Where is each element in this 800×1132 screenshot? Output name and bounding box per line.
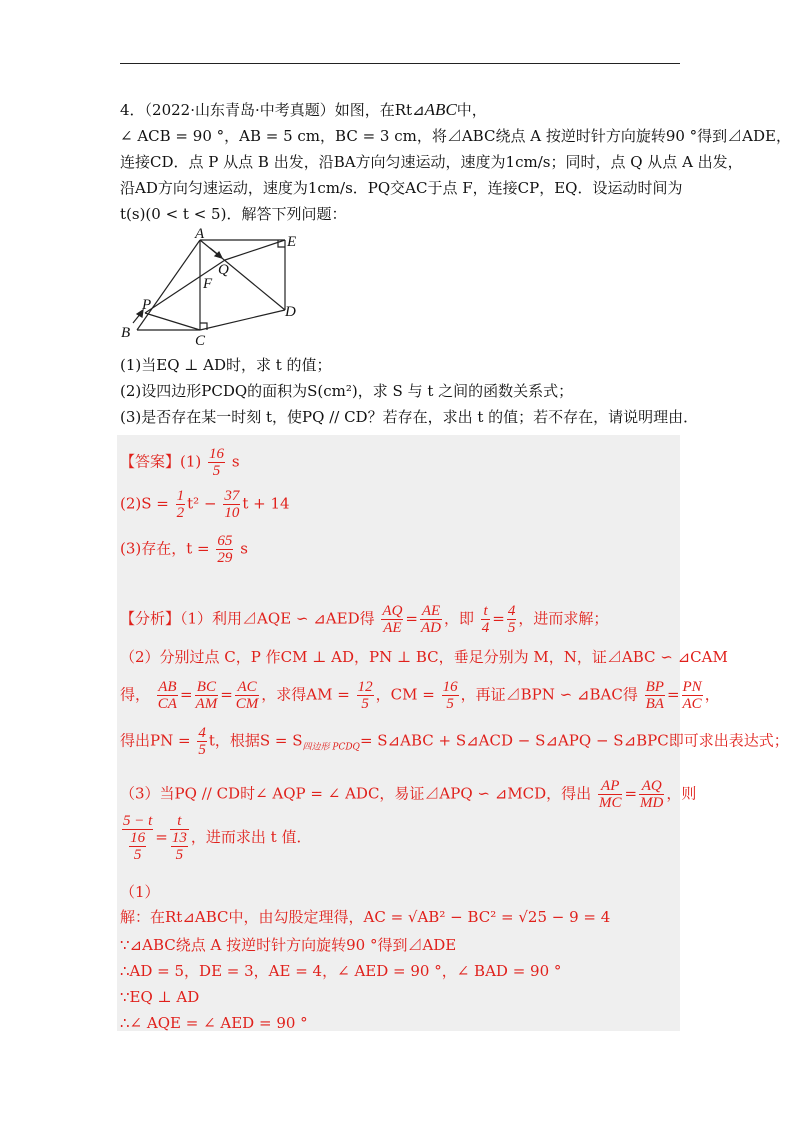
label-Q: Q — [218, 262, 229, 278]
label-B: B — [121, 325, 131, 341]
analysis-2c: 得出PN = $\frac{4}{5}$ t，根据$S = S_{四边形 PCDQ}=$ S⊿ABC + S⊿ACD − S⊿APQ − S⊿BPC即可求出表达式； — [120, 725, 789, 758]
question-line-3: 连接CD．点 P 从点 B 出发，沿BA方向匀速运动，速度为1cm/s；同时，点 Q 从点 A 出发， — [120, 153, 743, 171]
label-E: E — [287, 234, 297, 250]
answer-3: (3)存在，t = $\frac{65}{29}$ s — [120, 533, 248, 566]
answer-2: (2)S = $\frac{1}{2}$ t² − $\frac{37}{10}$ t + 14 — [120, 488, 290, 521]
analysis-3b: $\frac{5 - t}{\frac{16}{5}}$ = $\frac{t}{\frac{13}{5}}$ ，进而求出 t 值． — [123, 813, 312, 863]
part-2: (2)设四边形PCDQ的面积为S(cm²)，求 S 与 t 之间的函数关系式； — [120, 382, 574, 400]
header-rule — [120, 63, 680, 64]
solution-line-2: ∵⊿ABC绕点 A 按逆时针方向旋转90 °得到⊿ADE — [120, 936, 457, 954]
part-1: (1)当EQ ⊥ AD时，求 t 的值； — [120, 356, 332, 374]
solution-line-1: 解：在Rt⊿ABC中，由勾股定理得，AC = √AB² − BC² = √25 − 9 = 4 — [120, 908, 611, 926]
geometry-figure — [115, 225, 315, 350]
question-line-5: t(s)(0 < t < 5)．解答下列问题： — [120, 205, 347, 223]
solution-line-5: ∴∠ AQE = ∠ AED = 90 ° — [120, 1014, 308, 1032]
segment-PQ — [145, 260, 225, 313]
label-P: P — [142, 297, 152, 313]
solution-line-4: ∵EQ ⊥ AD — [120, 988, 200, 1006]
question-line-2: ∠ ACB = 90 °，AB = 5 cm，BC = 3 cm，将⊿ABC绕点 A 按逆时针方向旋转90 °得到⊿ADE， — [120, 127, 791, 145]
analysis-1: 【分析】（1）利用⊿AQE ∽ ⊿AED得 $\frac{AQ}{AE}$ = $\frac{AE}{AD}$ ，即 $\frac{t}{4}$ = $\frac{4}{5}$ ，进而求解； — [120, 603, 609, 636]
part-3: (3)是否存在某一时刻 t，使PQ // CD？若存在，求出 t 的值；若不存在，请说明理由． — [120, 408, 699, 426]
answer-1: 【答案】(1) $\frac{16}{5}$ s — [120, 446, 240, 479]
segment-EQ — [225, 240, 285, 260]
label-A: A — [195, 226, 205, 242]
analysis-2b: 得， $\frac{AB}{CA}$ = $\frac{BC}{AM}$ = $\frac{AC}{CM}$ ，求得AM = $\frac{12}{5}$ ，CM = $\frac{16}{5}$ ，再证⊿BPN ∽ ⊿BAC得 $\frac{BP}{BA}$ = $\frac{PN}{AC}$ ， — [120, 679, 720, 712]
question-line-4: 沿AD方向匀速运动，速度为1cm/s．PQ交AC于点 F，连接CP，EQ．设运动时间为 — [120, 179, 683, 197]
solution-line-3: ∴AD = 5，DE = 3，AE = 4，∠ AED = 90 °，∠ BAD = 90 ° — [120, 962, 562, 980]
label-F: F — [203, 276, 213, 292]
question-line-1: 4．（2022·山东青岛·中考真题）如图，在Rt⊿ABC中， — [120, 100, 487, 119]
label-D: D — [285, 304, 296, 320]
analysis-2a: （2）分别过点 C，P 作CM ⊥ AD，PN ⊥ BC，垂足分别为 M，N，证⊿ABC ∽ ⊿CAM — [120, 648, 728, 666]
analysis-3a: （3）当PQ // CD时∠ AQP = ∠ ADC，易证⊿APQ ∽ ⊿MCD，得出 $\frac{AP}{MC}$ = $\frac{AQ}{MD}$ ，则 — [120, 778, 697, 811]
segment-CD — [200, 310, 285, 330]
solution-heading: （1） — [120, 883, 160, 901]
segment-CP — [145, 313, 200, 330]
label-C: C — [195, 333, 206, 349]
segment-AB — [137, 240, 200, 330]
